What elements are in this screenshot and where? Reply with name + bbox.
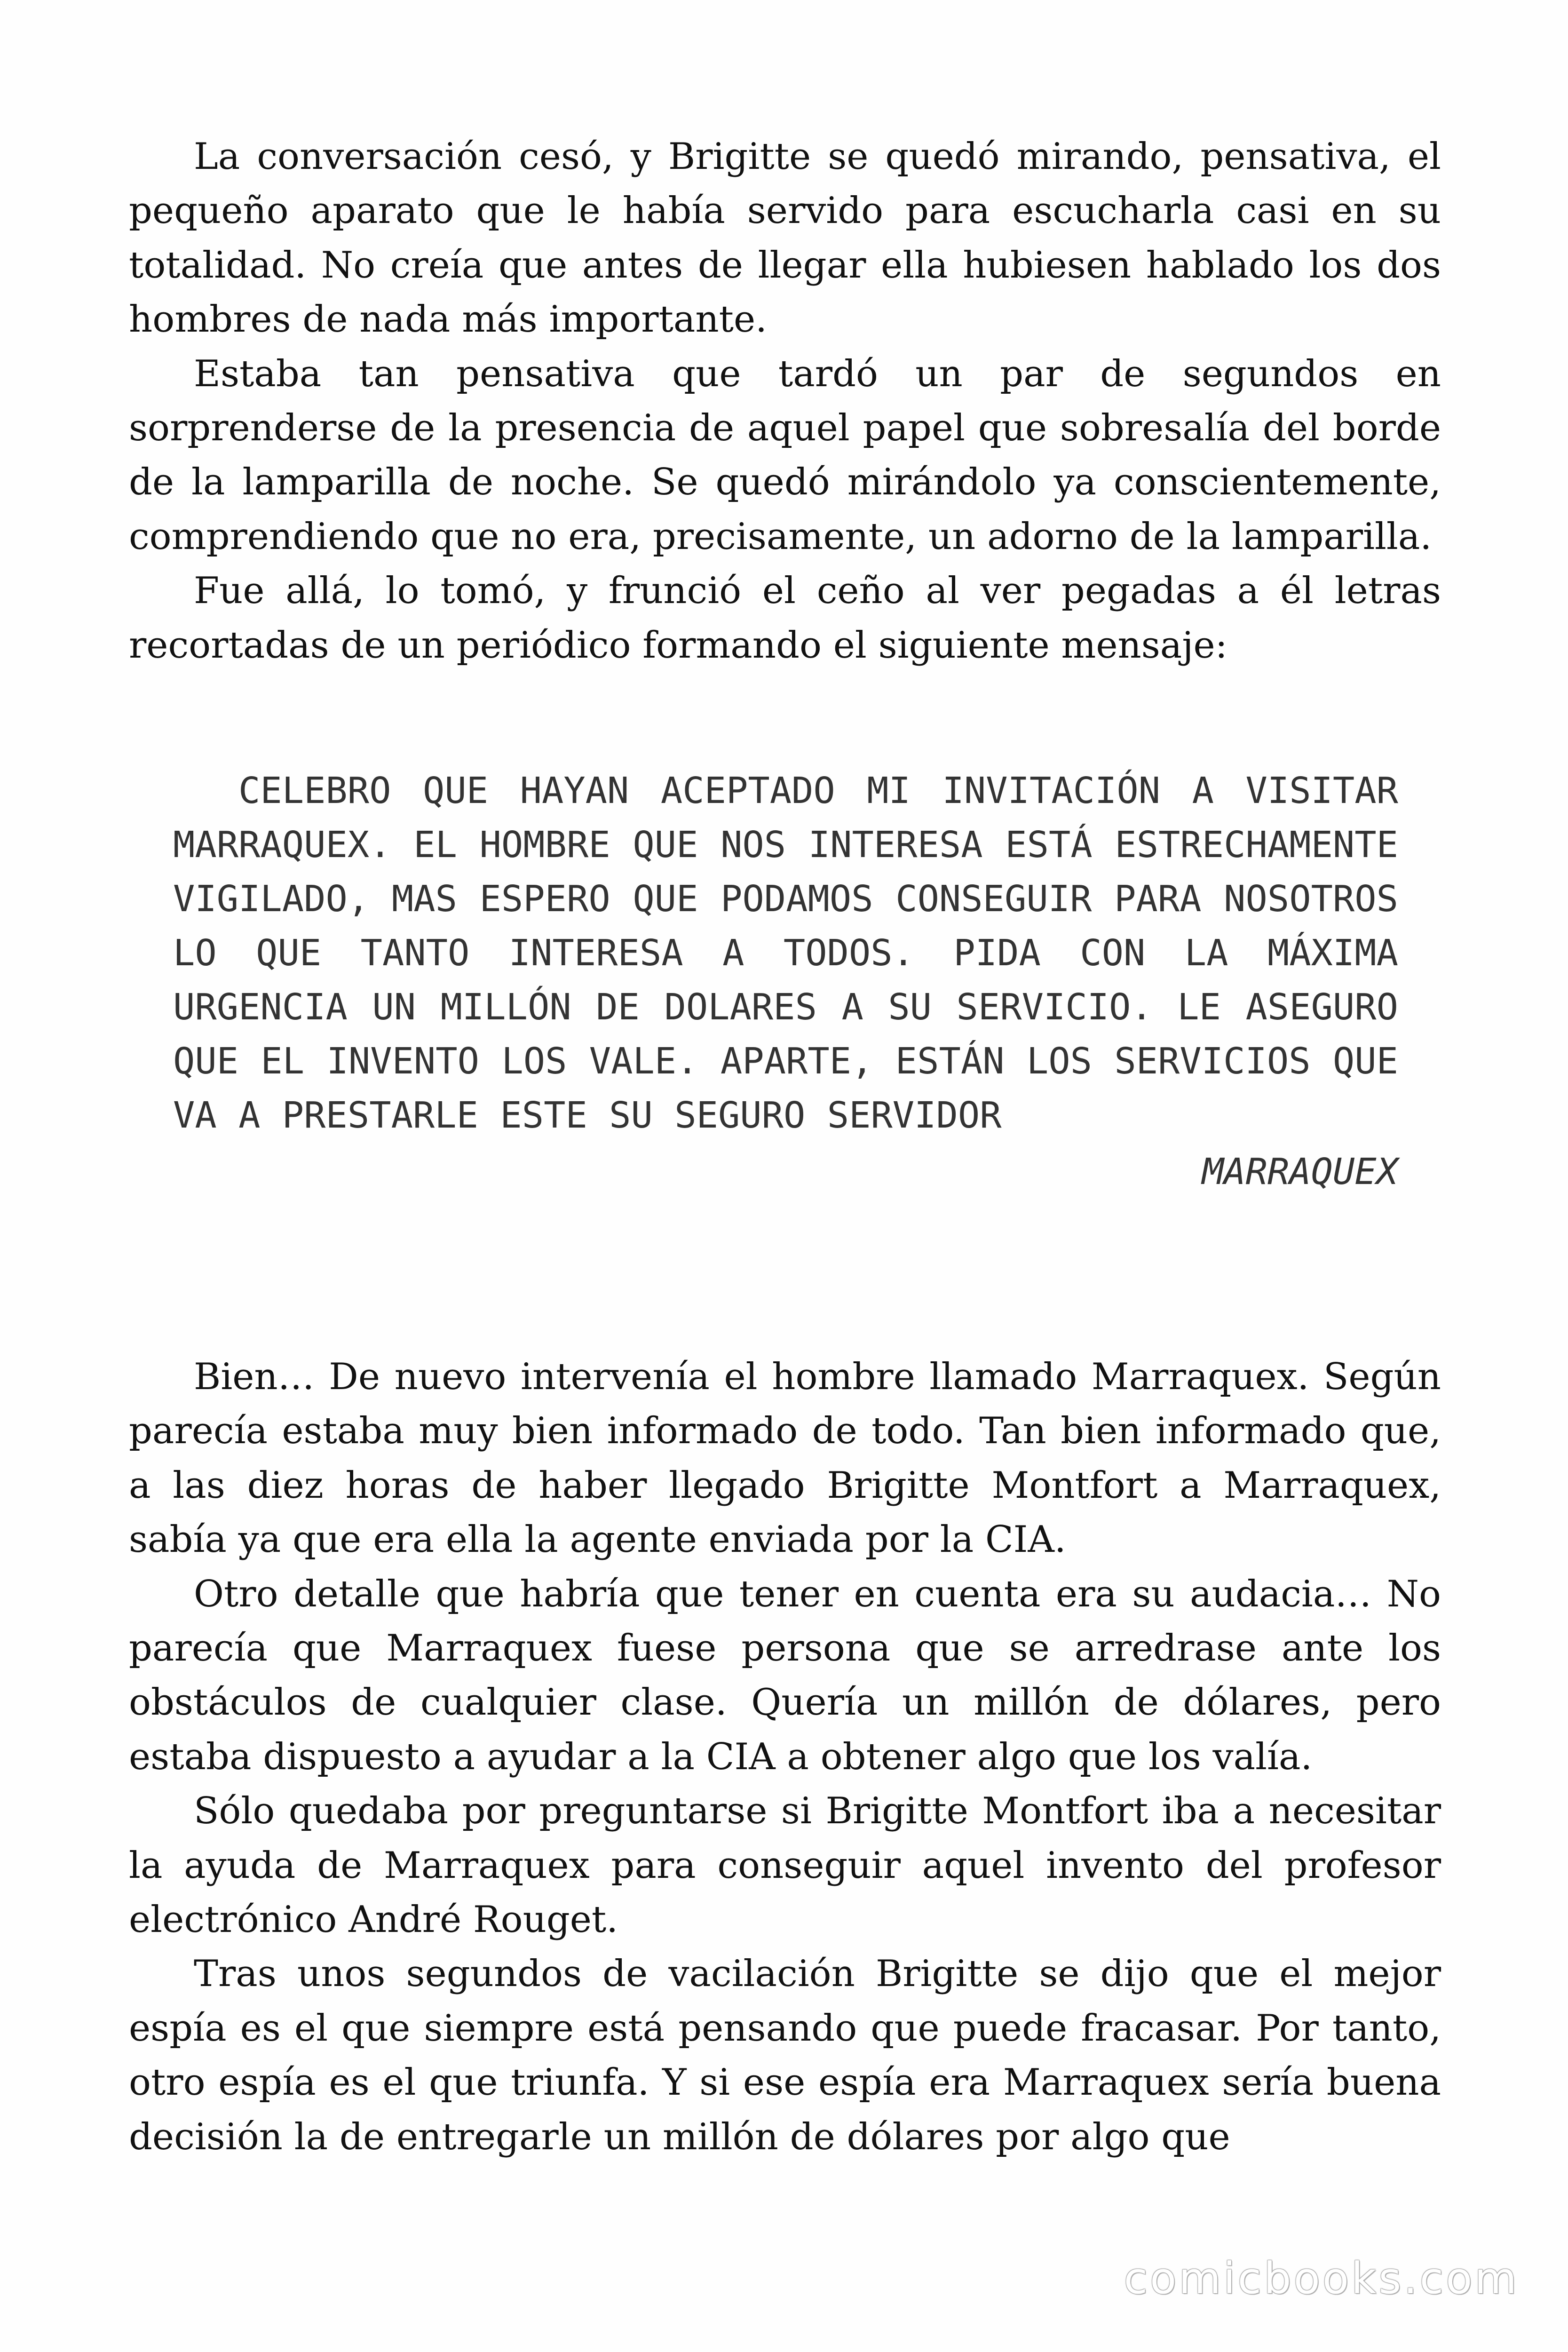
paragraph: Otro detalle que habría que tener en cuenta era su audacia… No parecía que Marraquex fuese persona que se arredrase ante los obstáculos de cualquier clase. Quería un millón de dólares, pero estaba dispuesto a ayudar a la CIA a obtener algo que los valía. [129,1573,1441,1778]
watermark: comicbooks.com [1124,2253,1519,2304]
letter-signature: MARRAQUEX [1202,1151,1398,1193]
paragraph: Fue allá, lo tomó, y frunció el ceño al ver pegadas a él letras recortadas de un periódico formando el siguiente mensaje: [129,570,1441,667]
paragraph: Sólo quedaba por preguntarse si Brigitte Montfort iba a necesitar la ayuda de Marraquex para conseguir aquel invento del profesor electrónico André Rouget. [129,1790,1441,1941]
closing-text [129,1350,1441,2164]
intro-text [129,130,1441,673]
paragraph: Bien… De nuevo intervenía el hombre llamado Marraquex. Según parecía estaba muy bien informado de todo. Tan bien informado que, a las diez horas de haber llegado Brigitte Montfort a Marraquex, sabía ya que era ella la agente enviada por la CIA. [129,1356,1441,1561]
letter-text: CELEBRO QUE HAYAN ACEPTADO MI INVITACIÓN A VISITAR MARRAQUEX. EL HOMBRE QUE NOS INTERESA ESTÁ ESTRECHAMENTE VIGILADO, MAS ESPERO QUE PODAMOS CONSEGUIR PARA NOSOTROS LO QUE TANTO INTERESA A TODOS. PIDA CON LA MÁXIMA URGENCIA UN MILLÓN DE DOLARES A SU SERVICIO. LE ASEGURO QUE EL INVENTO LOS VALE. APARTE, ESTÁN LOS SERVICIOS QUE VA A PRESTARLE ESTE SU SEGURO SERVIDOR [173,770,1398,1136]
paragraph: Estaba tan pensativa que tardó un par de segundos en sorprenderse de la presencia de aquel papel que sobresalía del borde de la lamparilla de noche. Se quedó mirándolo ya conscientemente, comprendiendo que no era, precisamente, un adorno de la lamparilla. [129,352,1441,558]
paragraph: Tras unos segundos de vacilación Brigitte se dijo que el mejor espía es el que siempre está pensando que puede fracasar. Por tanto, otro espía es el que triunfa. Y si ese espía era Marraquex sería buena decisión la de entregarle un millón de dólares por algo que [129,1953,1441,2158]
cutout-letter-message [173,764,1398,1199]
paragraph: La conversación cesó, y Brigitte se quedó mirando, pensativa, el pequeño aparato que le había servido para escucharla casi en su totalidad. No creía que antes de llegar ella hubiesen hablado los dos hombres de nada más importante. [129,135,1441,341]
